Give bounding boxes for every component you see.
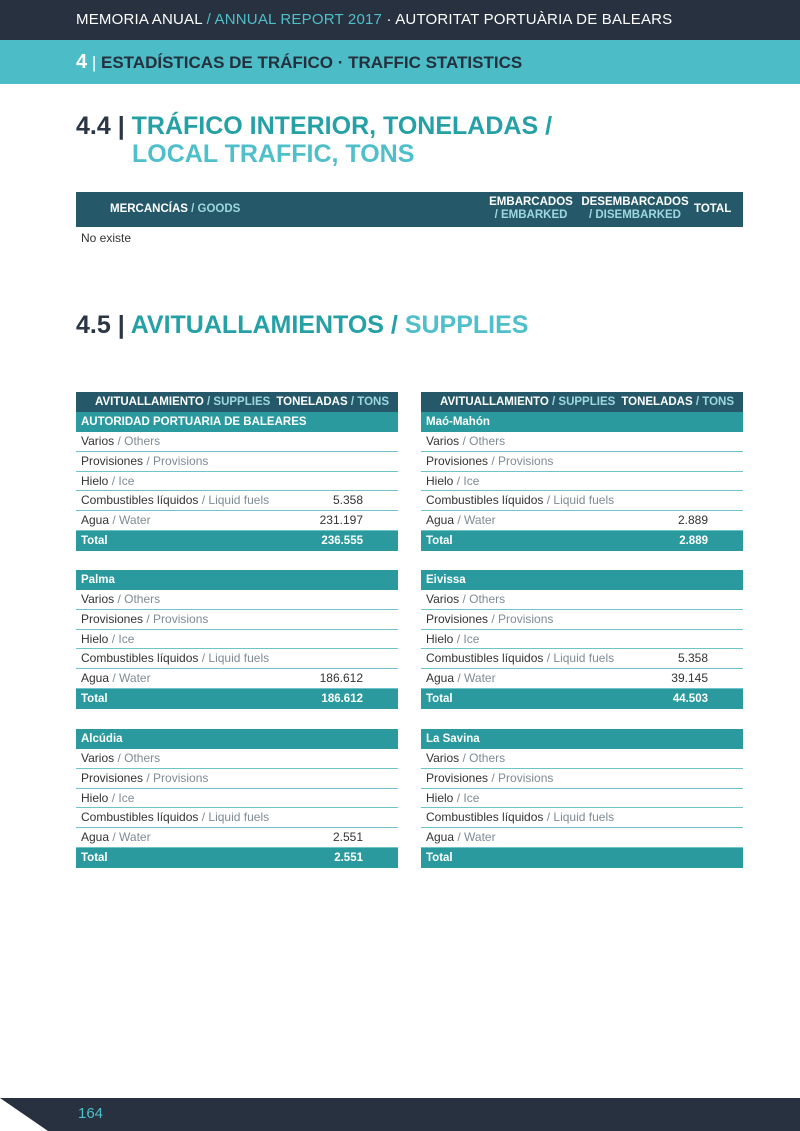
row-label-slash: / [108,473,119,488]
row-label-es: Provisiones [81,611,144,626]
header-memoria: MEMORIA ANUAL [76,11,203,28]
row-label-slash: / [453,790,464,805]
total-row [421,531,743,551]
row-label-es: Provisiones [81,453,144,468]
page-footer [0,1098,800,1131]
row-label-slash: / [488,770,499,785]
supply-col-es: AVITUALLAMIENTO [95,396,204,408]
row-label-es: Provisiones [81,770,144,785]
supply-col-es: AVITUALLAMIENTO [440,396,549,408]
page-number: 164 [78,1105,104,1122]
table-row [421,610,743,630]
row-label-en: Others [469,592,506,606]
port-name: La Savina [421,729,743,749]
row-label-en: Ice [118,473,135,488]
total-row [76,848,398,868]
goods-table-header [76,192,743,227]
row-label-es: Agua [81,830,110,845]
row-label-es: Hielo [426,473,454,488]
row-label-es: Provisiones [426,453,489,468]
total-value: 2.551 [334,851,363,864]
table-row [421,649,743,669]
row-label-en: Ice [118,631,135,646]
embarked-column-header [476,196,586,222]
total-label: Total [81,534,108,547]
table-row [421,630,743,650]
table-row [76,610,398,630]
table-row [76,511,398,531]
port-name: Alcúdia [76,729,398,749]
row-label-en: Water [464,513,496,528]
supply-col-en: / SUPPLIES [548,396,616,408]
section-number: 4 [76,51,88,73]
table-row [76,432,398,452]
table-row [76,452,398,472]
row-label-slash: / [488,611,499,626]
row-label-slash: / [453,631,464,646]
embarked-es: EMBARCADOS [489,196,573,208]
total-label: Total [81,851,108,864]
table-row [76,828,398,848]
row-label-en: Others [469,434,506,448]
row-label-slash: / [459,434,470,448]
row-label-es: Hielo [81,631,109,646]
total-label: Total [426,851,453,864]
total-column-header: TOTAL [694,203,732,215]
row-label-es: Combustibles líquidos [81,810,199,825]
table-row [421,828,743,848]
table-row [421,590,743,610]
embarked-en: / EMBARKED [494,209,568,221]
row-label-slash: / [109,830,120,845]
supply-column-header [95,396,270,408]
supply-table-eivissa [421,570,743,709]
port-name: Palma [76,570,398,590]
table-row [421,511,743,531]
row-label-es: Varios [426,592,460,606]
row-label-es: Agua [426,513,455,528]
row-label-es: Hielo [81,473,109,488]
row-label-es: Agua [426,830,455,845]
row-label-slash: / [143,453,154,468]
header-sep2: · [382,11,396,28]
row-label-slash: / [198,810,209,825]
table-row [421,472,743,492]
row-label-slash: / [488,453,499,468]
row-label-slash: / [143,770,154,785]
section-title-es: ESTADÍSTICAS DE TRÁFICO [101,53,334,72]
row-label-en: Provisions [498,453,554,468]
table-row [76,590,398,610]
supply-table-mao [421,392,743,551]
row-label-es: Provisiones [426,770,489,785]
heading-4-5-number: 4.5 | [76,311,131,339]
disembarked-es: DESEMBARCADOS [581,196,689,208]
tons-col-es: TONELADAS [276,396,348,408]
row-label-slash: / [454,671,465,686]
heading-4-5-es: AVITUALLAMIENTOS [130,311,384,339]
section-divider: | [87,53,101,72]
supply-table-alcudia [76,729,398,868]
row-label-slash: / [143,611,154,626]
row-label-es: Varios [426,751,460,765]
tons-col-es: TONELADAS [621,396,693,408]
heading-4-4-number: 4.4 | [76,112,132,140]
port-name: AUTORIDAD PORTUARIA DE BALEARES [76,412,398,432]
row-label-slash: / [114,751,125,765]
row-label-es: Hielo [426,790,454,805]
row-label-es: Agua [81,513,110,528]
row-label-es: Varios [81,434,115,448]
row-label-es: Agua [81,671,110,686]
heading-4-4 [76,112,552,168]
table-row [76,749,398,769]
supply-column-header [440,396,615,408]
header-sep1: / [202,11,215,28]
row-label-en: Liquid fuels [208,493,270,508]
table-row [421,808,743,828]
row-label-en: Ice [118,790,135,805]
header-authority: AUTORITAT PORTUÀRIA DE BALEARS [395,11,673,28]
header-annual-report: ANNUAL REPORT 2017 [214,11,383,28]
row-label-en: Provisions [498,611,554,626]
row-label-slash: / [114,592,125,606]
row-label-es: Combustibles líquidos [426,493,544,508]
row-label-en: Liquid fuels [553,810,615,825]
row-value: 2.551 [332,830,363,845]
row-label-en: Liquid fuels [553,493,615,508]
row-label-es: Hielo [426,631,454,646]
row-value: 231.197 [319,513,363,528]
row-label-es: Provisiones [426,611,489,626]
row-label-es: Combustibles líquidos [426,651,544,666]
row-label-es: Agua [426,671,455,686]
disembarked-en: / DISEMBARKED [588,209,681,221]
table-row [421,669,743,689]
row-label-slash: / [543,810,554,825]
row-label-slash: / [108,631,119,646]
total-label: Total [426,692,453,705]
table-row [76,472,398,492]
row-label-en: Water [119,671,151,686]
supply-table-apb [76,392,398,551]
table-row [76,808,398,828]
disembarked-column-header [579,196,691,222]
heading-4-5-en: SUPPLIES [404,311,529,339]
total-label: Total [426,534,453,547]
table-row [421,491,743,511]
goods-en: / GOODS [187,203,241,215]
row-label-es: Combustibles líquidos [81,651,199,666]
row-label-en: Water [464,671,496,686]
row-label-en: Water [464,830,496,845]
row-label-slash: / [459,751,470,765]
table-row [76,630,398,650]
footer-wedge [0,1098,48,1131]
row-label-en: Water [119,830,151,845]
row-label-en: Others [469,751,506,765]
section-bar [0,40,800,84]
total-row [76,531,398,551]
port-name: Eivissa [421,570,743,590]
row-label-slash: / [454,830,465,845]
heading-4-5 [76,311,528,339]
table-row [421,789,743,809]
table-row [421,432,743,452]
row-label-slash: / [454,513,465,528]
row-label-en: Provisions [498,770,554,785]
row-label-slash: / [114,434,125,448]
row-label-en: Provisions [153,453,209,468]
supply-col-en: / SUPPLIES [203,396,271,408]
row-label-slash: / [543,651,554,666]
row-label-es: Varios [426,434,460,448]
total-value: 2.889 [679,534,708,547]
row-label-en: Liquid fuels [208,651,270,666]
row-label-slash: / [543,493,554,508]
table-row [76,491,398,511]
row-label-en: Water [119,513,151,528]
table-row [421,769,743,789]
row-label-slash: / [459,592,470,606]
supply-table-header [76,392,398,412]
row-label-es: Varios [81,592,115,606]
tons-col-en: / TONS [347,396,389,408]
table-row [76,769,398,789]
row-label-en: Others [124,592,161,606]
tons-column-header [621,396,734,408]
port-name: Maó-Mahón [421,412,743,432]
row-label-en: Others [124,434,161,448]
row-label-en: Liquid fuels [553,651,615,666]
table-row [76,649,398,669]
row-label-en: Liquid fuels [208,810,270,825]
total-row [421,848,743,868]
row-label-en: Others [124,751,161,765]
row-label-es: Varios [81,751,115,765]
row-label-slash: / [198,493,209,508]
tons-col-en: / TONS [692,396,734,408]
row-value: 39.145 [671,671,708,686]
row-value: 2.889 [677,513,708,528]
total-value: 44.503 [672,692,708,705]
supply-table-header [421,392,743,412]
row-label-slash: / [109,513,120,528]
supply-table-lasavina [421,729,743,868]
table-row [421,749,743,769]
heading-4-5-slash: / [383,311,405,339]
total-value: 186.612 [321,692,363,705]
goods-es: MERCANCÍAS [110,203,188,215]
row-label-slash: / [109,671,120,686]
section-dot: · [333,53,349,72]
total-row [76,689,398,709]
total-value: 236.555 [321,534,363,547]
row-value: 5.358 [677,651,708,666]
table-row [76,669,398,689]
row-label-es: Combustibles líquidos [81,493,199,508]
row-label-es: Combustibles líquidos [426,810,544,825]
section-title-en: TRAFFIC STATISTICS [348,53,523,72]
table-row [421,452,743,472]
goods-column-header [110,203,240,215]
total-row [421,689,743,709]
row-value: 186.612 [319,671,363,686]
row-value: 5.358 [332,493,363,508]
row-label-en: Ice [463,790,480,805]
row-label-slash: / [108,790,119,805]
report-header-bar [0,0,800,40]
total-label: Total [81,692,108,705]
row-label-en: Ice [463,473,480,488]
row-label-en: Provisions [153,770,209,785]
row-label-es: Hielo [81,790,109,805]
row-label-slash: / [453,473,464,488]
heading-4-4-line2: LOCAL TRAFFIC, TONS [132,140,415,168]
table-row [76,789,398,809]
row-label-slash: / [198,651,209,666]
no-data-note: No existe [81,231,132,245]
supply-table-palma [76,570,398,709]
row-label-en: Ice [463,631,480,646]
row-label-en: Provisions [153,611,209,626]
heading-4-4-line1: TRÁFICO INTERIOR, TONELADAS / [131,112,553,140]
tons-column-header [276,396,389,408]
